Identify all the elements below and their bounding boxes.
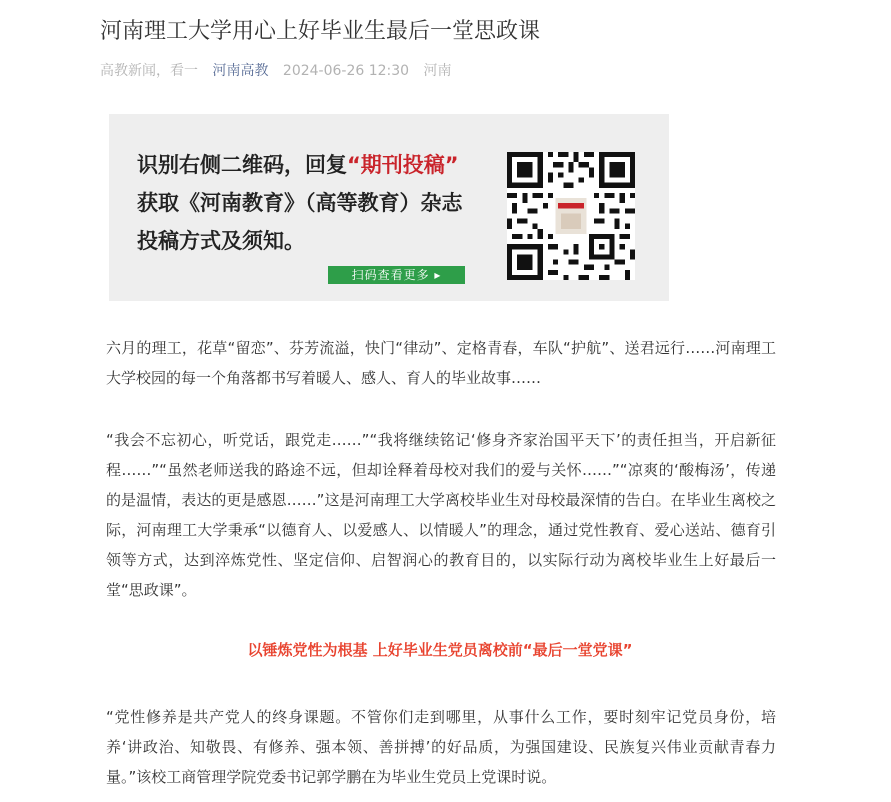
banner-line-1-prefix: 识别右侧二维码，回复 xyxy=(137,153,347,177)
banner-line-2: 获取《河南教育》（高等教育）杂志 xyxy=(137,191,463,215)
scan-more-button[interactable]: 扫码查看更多 ▸ xyxy=(328,266,465,284)
article-meta xyxy=(100,60,452,82)
banner-text xyxy=(137,146,463,260)
article-title: 河南理工大学用心上好毕业生最后一堂思政课 xyxy=(100,19,541,44)
banner-line-3: 投稿方式及须知。 xyxy=(137,229,305,253)
submission-banner[interactable] xyxy=(109,114,669,301)
paragraph-party-lesson: “党性修养是共产党人的终身课题。不管你们走到哪里，从事什么工作，要时刻牢记党员身份，培养‘讲政治、知敬畏、有修养、强本领、善拼搏’的好品质，为强国建设、民族复兴伟业贡献青春力量。”该校工商管理学院党委书记郭学鹏在为毕业生党员上党课时说。 xyxy=(106,708,776,786)
meta-datetime: 2024-06-26 12:30 xyxy=(282,63,410,79)
banner-line-1 xyxy=(137,146,463,184)
banner-highlight: “期刊投稿” xyxy=(347,153,459,177)
meta-source: 高教新闻，看一 xyxy=(100,63,198,79)
qr-code-icon[interactable] xyxy=(507,152,635,280)
meta-location: 河南 xyxy=(423,63,452,79)
paragraph-intro: 六月的理工，花草“留恋”、芬芳流溢，快门“律动”、定格青春，车队“护航”、送君远行……河南理工大学校园的每一个角落都书写着暖人、感人、育人的毕业故事…… xyxy=(106,339,776,387)
paragraph-quotes: “我会不忘初心，听党话，跟党走……”“我将继续铭记‘修身齐家治国平天下’的责任担当，开启新征程……”“虽然老师送我的路途不远，但却诠释着母校对我们的爱与关怀……”“凉爽的‘酸梅汤’，传递的是温情，表达的更是感恩……”这是河南理工大学离校毕业生对母校最深情的告白。在毕业生离校之际，河南理工大学秉承“以德育人、以爱感人、以情暖人”的理念，通过党性教育、爱心送站、德育引领等方式，达到淬炼党性、坚定信仰、启智润心的教育目的，以实际行动为离校毕业生上好最后一堂“思政课”。 xyxy=(106,431,776,599)
meta-account-link[interactable]: 河南高教 xyxy=(212,63,269,79)
section-subheading: 以锤炼党性为根基 上好毕业生党员离校前“最后一堂党课” xyxy=(247,641,633,659)
